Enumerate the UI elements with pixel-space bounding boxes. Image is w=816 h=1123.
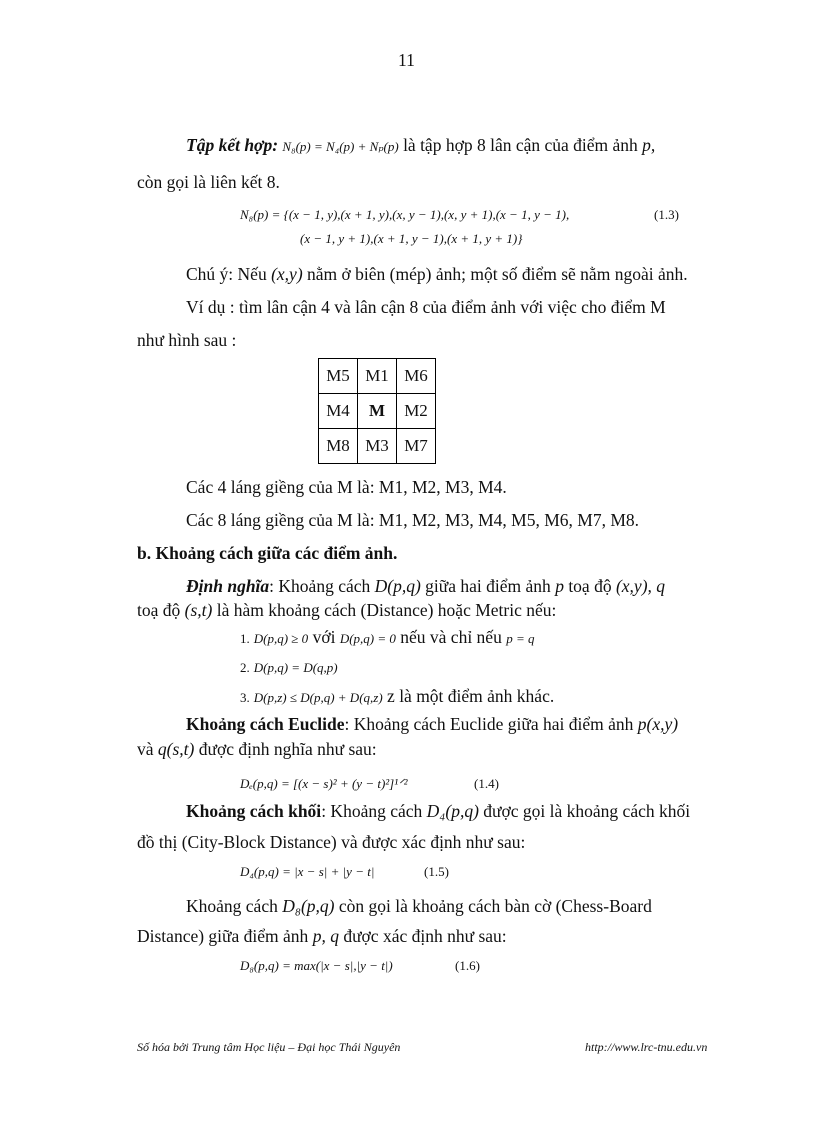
grid-cell: M3 — [358, 429, 397, 464]
grid-cell: M4 — [319, 394, 358, 429]
equation-number: (1.6) — [455, 958, 480, 973]
grid-cell-center: M — [358, 394, 397, 429]
example-line: Ví dụ : tìm lân cận 4 và lân cận 8 của điểm ảnh với việc cho điểm M — [186, 297, 666, 317]
equation-1-6: D₈(p,q) = max(|x − s|,|y − t|) — [240, 958, 393, 973]
grid-cell: M7 — [397, 429, 436, 464]
section-heading: b. Khoảng cách giữa các điểm ảnh. — [137, 543, 398, 563]
equation-number: (1.3) — [654, 207, 679, 222]
condition-3: 3. D(p,z) ≤ D(p,q) + D(q,z) z là một điểm ảnh khác. — [240, 686, 555, 706]
equation-1-3-line2: (x − 1, y + 1),(x + 1, y − 1),(x + 1, y + 1)} — [300, 231, 523, 246]
paragraph-combined-neighbors: Tập kết hợp: N₈(p) = N₄(p) + Nₚ(p) là tập hợp 8 lân cận của điểm ảnh p, — [186, 135, 656, 155]
equation-number: (1.4) — [474, 776, 499, 791]
note-line: Chú ý: Nếu (x,y) nằm ở biên (mép) ảnh; một số điểm sẽ nằm ngoài ảnh. — [186, 264, 688, 284]
footer-url[interactable]: http://www.lrc-tnu.edu.vn — [585, 1040, 708, 1054]
block-distance-line: Khoảng cách khối: Khoảng cách D₄(p,q) được gọi là khoảng cách khối — [186, 801, 691, 821]
equation-1-4: Dₑ(p,q) = [(x − s)² + (y − t)²]¹ᐟ² — [240, 776, 408, 791]
definition-line: Định nghĩa: Khoảng cách D(p,q) giữa hai điểm ảnh p toạ độ (x,y), q — [186, 576, 666, 596]
formula-n8: N₈(p) = N₄(p) + Nₚ(p) — [282, 139, 399, 154]
grid-cell: M1 — [358, 359, 397, 394]
grid-cell: M5 — [319, 359, 358, 394]
grid-cell: M8 — [319, 429, 358, 464]
equation-1-3-line1: N₈(p) = {(x − 1, y),(x + 1, y),(x, y − 1),(x, y + 1),(x − 1, y − 1), — [240, 207, 570, 222]
text-line: Distance) giữa điểm ảnh p, q được xác định như sau: — [137, 926, 507, 946]
footer-source: Số hóa bởi Trung tâm Học liệu – Đại học Thái Nguyên — [137, 1040, 401, 1054]
term-bold: Tập kết hợp: — [186, 135, 279, 155]
condition-2: 2. D(p,q) = D(q,p) — [240, 660, 338, 675]
neighbor-grid — [318, 358, 436, 464]
text-line: như hình sau : — [137, 330, 237, 350]
page-number: 11 — [398, 50, 415, 70]
text-line: còn gọi là liên kết 8. — [137, 172, 280, 192]
text-line: đồ thị (City-Block Distance) và được xác định như sau: — [137, 832, 526, 852]
chessboard-line: Khoảng cách D₈(p,q) còn gọi là khoảng cách bàn cờ (Chess-Board — [186, 896, 652, 916]
equation-number: (1.5) — [424, 864, 449, 879]
grid-cell: M6 — [397, 359, 436, 394]
text-line: Các 4 láng giềng của M là: M1, M2, M3, M4. — [186, 477, 507, 497]
equation-1-5: D₄(p,q) = |x − s| + |y − t| — [240, 864, 375, 879]
euclide-line: Khoảng cách Euclide: Khoảng cách Euclide giữa hai điểm ảnh p(x,y) — [186, 714, 679, 734]
text-line: và q(s,t) được định nghĩa như sau: — [137, 739, 377, 759]
condition-1: 1. D(p,q) ≥ 0 với D(p,q) = 0 nếu và chỉ nếu p = q — [240, 627, 535, 647]
grid-cell: M2 — [397, 394, 436, 429]
text-line: toạ độ (s,t) là hàm khoảng cách (Distance) hoặc Metric nếu: — [137, 600, 557, 620]
text-line: Các 8 láng giềng của M là: M1, M2, M3, M4, M5, M6, M7, M8. — [186, 510, 640, 530]
